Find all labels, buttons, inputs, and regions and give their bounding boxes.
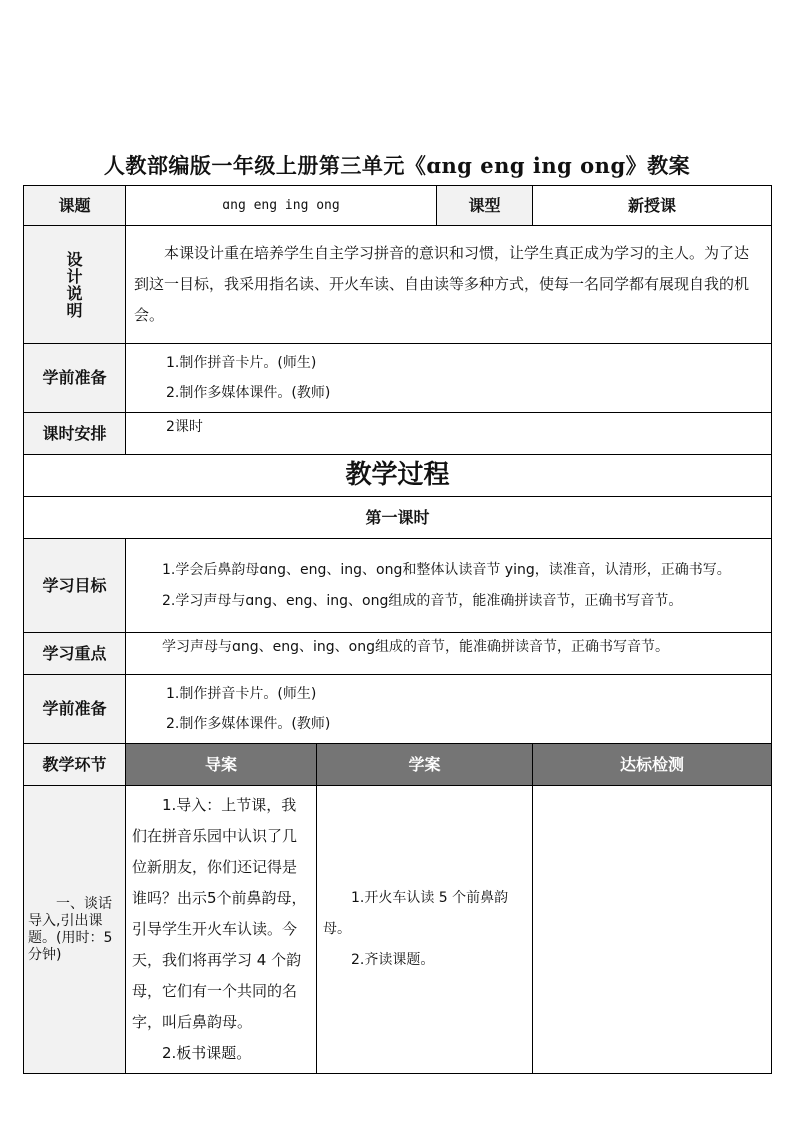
topic-value: ɑng eng ing ong <box>126 186 437 226</box>
goal-row <box>24 539 772 633</box>
design-label-char: 明 <box>66 300 83 320</box>
header-check: 达标检测 <box>533 744 772 786</box>
focus-text: 学习声母与ɑng、eng、ing、ong组成的音节，能准确拼读音节，正确书写音节。 <box>126 633 772 675</box>
prep-label: 学前准备 <box>24 344 126 413</box>
lesson-plan-table <box>23 185 772 1074</box>
type-label: 课型 <box>437 186 533 226</box>
lesson-row <box>24 497 772 539</box>
process-prep-list <box>126 675 772 744</box>
prep-item: 2.制作多媒体课件。(教师) <box>166 385 331 401</box>
schedule-row <box>24 413 772 455</box>
document-title: 人教部编版一年级上册第三单元《ɑng eng ing ong》教案 <box>103 153 691 178</box>
process-heading-row <box>24 455 772 497</box>
design-label-char: 计 <box>66 266 83 286</box>
prep-item: 1.制作拼音卡片。(师生) <box>166 686 317 702</box>
guide-paragraph: 1.导入：上节课，我们在拼音乐园中认识了几位新朋友，你们还记得是谁吗？出示5个前鼻韵母，引导学生开火车认读。今天，我们将再学习 4 个韵母，它们有一个共同的名字，叫后鼻韵母。 <box>132 796 307 1031</box>
guide-paragraph: 2.板书课题。 <box>162 1044 252 1062</box>
goal-label: 学习目标 <box>24 539 126 633</box>
prep-list <box>126 344 772 413</box>
table-row <box>24 786 772 1074</box>
check-cell <box>533 786 772 1074</box>
lesson-title: 第一课时 <box>24 497 772 539</box>
header-guide: 导案 <box>126 744 317 786</box>
focus-row <box>24 633 772 675</box>
header-stage: 教学环节 <box>24 744 126 786</box>
prep-item: 1.制作拼音卡片。(师生) <box>166 355 317 371</box>
process-prep-label: 学前准备 <box>24 675 126 744</box>
learn-cell <box>317 786 533 1074</box>
process-heading: 教学过程 <box>24 455 772 497</box>
process-prep-row <box>24 675 772 744</box>
type-value: 新授课 <box>533 186 772 226</box>
prep-row <box>24 344 772 413</box>
stage-cell: 一、谈话导入,引出课题。(用时：5分钟) <box>24 786 126 1074</box>
learn-paragraph: 2.齐读课题。 <box>351 952 435 968</box>
design-row <box>24 226 772 344</box>
goal-item: 2.学习声母与ɑng、eng、ing、ong组成的音节，能准确拼读音节，正确书写音节。 <box>162 592 683 609</box>
learn-paragraph: 1.开火车认读 5 个前鼻韵母。 <box>323 890 509 937</box>
schedule-label: 课时安排 <box>24 413 126 455</box>
prep-item: 2.制作多媒体课件。(教师) <box>166 716 331 732</box>
focus-label: 学习重点 <box>24 633 126 675</box>
topic-label: 课题 <box>24 186 126 226</box>
steps-header-row <box>24 744 772 786</box>
schedule-value: 2课时 <box>126 413 772 455</box>
design-label-char: 设 <box>66 249 83 269</box>
design-label-char: 说 <box>66 283 83 303</box>
header-learn: 学案 <box>317 744 533 786</box>
topic-row <box>24 186 772 226</box>
goal-list <box>126 539 772 633</box>
goal-item: 1.学会后鼻韵母ɑng、eng、ing、ong和整体认读音节 ying，读准音，认清形，正确书写。 <box>162 561 731 578</box>
design-label <box>24 226 126 344</box>
guide-cell <box>126 786 317 1074</box>
design-text: 本课设计重在培养学生自主学习拼音的意识和习惯，让学生真正成为学习的主人。为了达到这一目标，我采用指名读、开火车读、自由读等多种方式，使每一名同学都有展现自我的机会。 <box>126 226 772 344</box>
